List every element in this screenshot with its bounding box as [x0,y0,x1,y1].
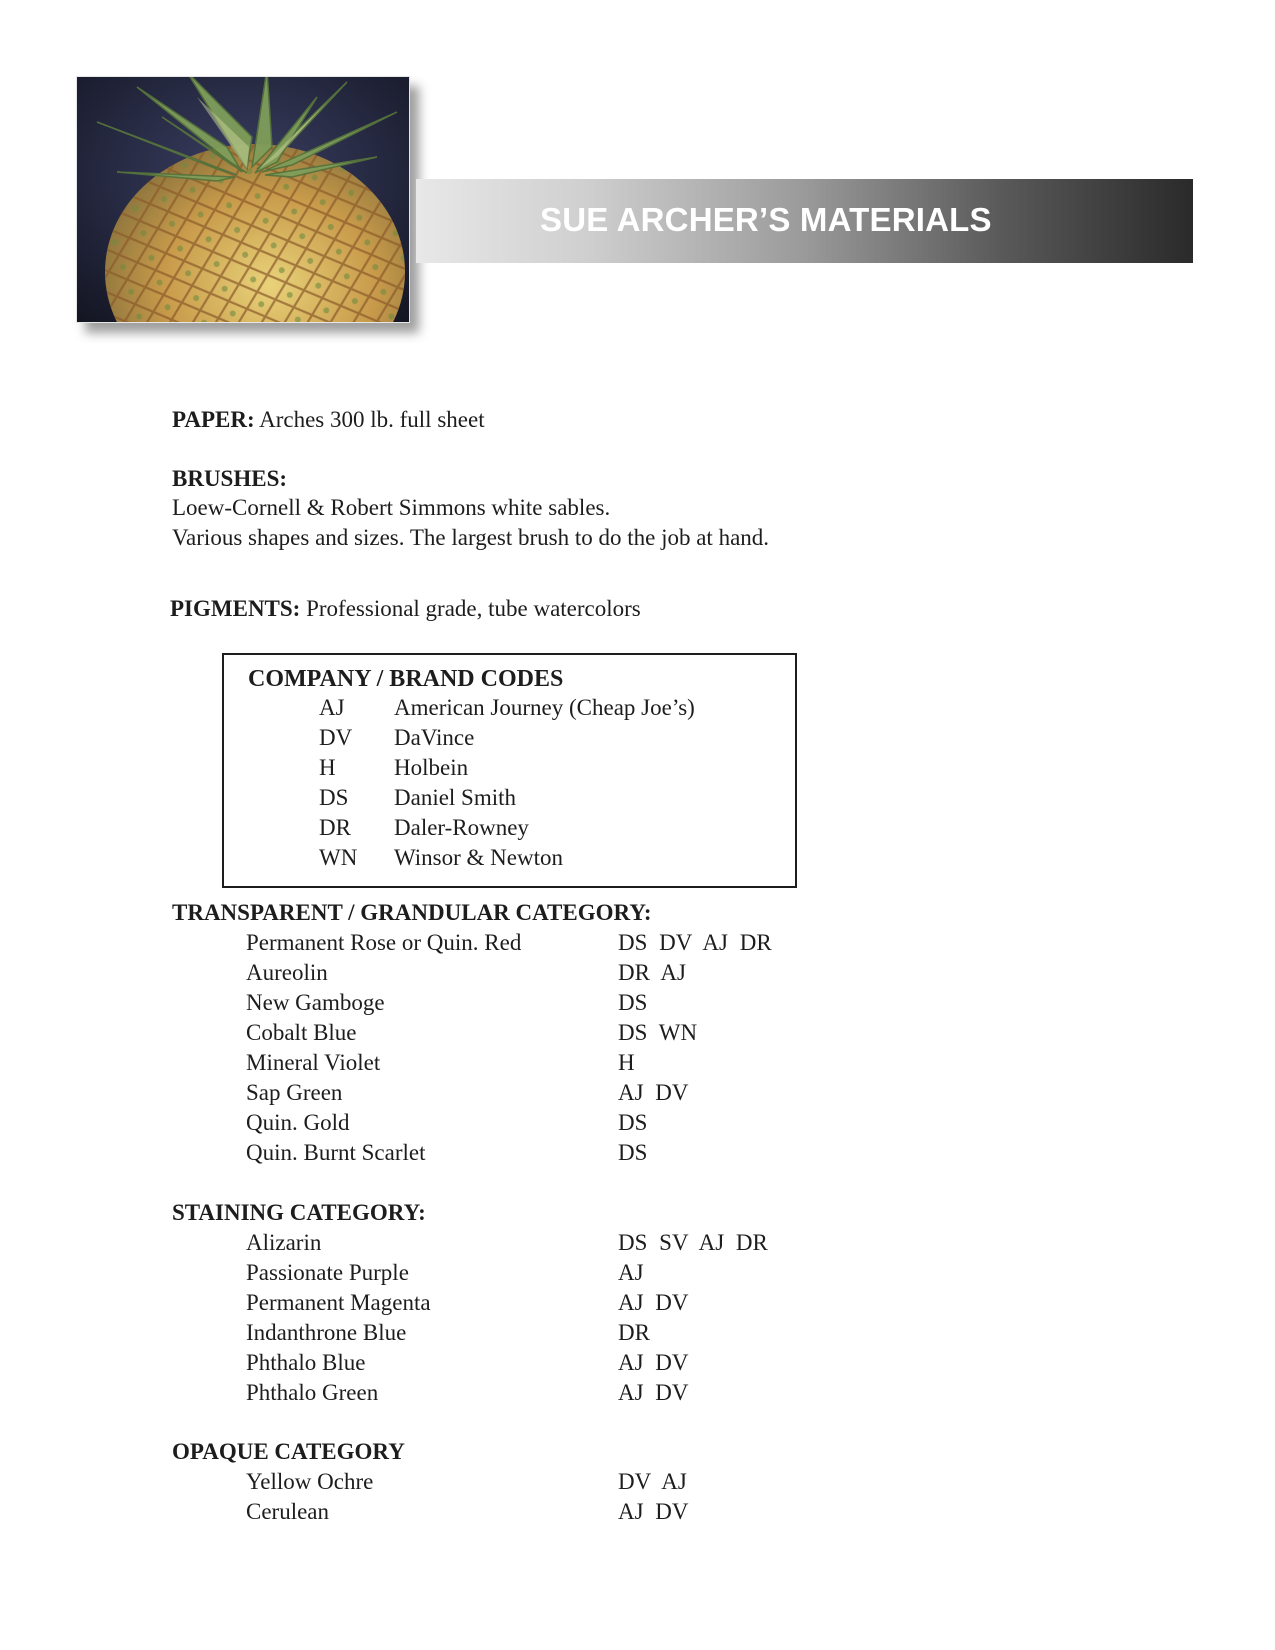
brand-code: H [319,755,336,780]
category-title-transparent: TRANSPARENT / GRANDULAR CATEGORY: [172,900,652,925]
paper-line [172,405,485,435]
pigment-codes: H [618,1050,635,1075]
brushes-line-1: Loew-Cornell & Robert Simmons white sables. [172,495,611,520]
pigment-codes: DV AJ [618,1469,687,1494]
pigment-name: Phthalo Blue [246,1350,366,1375]
brand-code: AJ [319,695,345,720]
pigment-codes: DS SV AJ DR [618,1230,768,1255]
brand-code: DR [319,815,351,840]
pigment-name: Phthalo Green [246,1380,379,1405]
brand-name: Winsor & Newton [394,845,563,870]
pigment-codes: DS [618,1140,648,1165]
pigment-name: Indanthrone Blue [246,1320,407,1345]
pigment-row [246,928,846,958]
pigment-name: Cobalt Blue [246,1020,357,1045]
pigment-row [246,1288,846,1318]
pigment-name: Quin. Burnt Scarlet [246,1140,426,1165]
pigment-codes: AJ DV [618,1380,689,1405]
pigment-codes: AJ DV [618,1350,689,1375]
pigment-row [246,1018,846,1048]
pigments-line [170,594,641,624]
pigment-row [246,988,846,1018]
title-banner [416,179,1193,263]
pigment-name: Permanent Magenta [246,1290,431,1315]
pigment-codes: DS [618,990,648,1015]
pigment-codes: DS WN [618,1020,698,1045]
category-title-staining: STAINING CATEGORY: [172,1200,426,1225]
brushes-line-2: Various shapes and sizes. The largest brush to do the job at hand. [172,525,770,550]
pigment-row [246,1258,846,1288]
brushes-label: BRUSHES: [172,466,288,491]
pigment-row [246,1228,846,1258]
brand-codes-title: COMPANY / BRAND CODES [248,666,564,692]
pigment-row [246,1348,846,1378]
pigment-name: Yellow Ochre [246,1469,374,1494]
pigment-row [246,958,846,988]
pigment-name: Aureolin [246,960,328,985]
pigment-name: New Gamboge [246,990,385,1015]
pigment-codes: DR AJ [618,960,686,985]
category-title-opaque: OPAQUE CATEGORY [172,1439,405,1464]
pigment-codes: AJ [618,1260,644,1285]
brand-name: Holbein [394,755,469,780]
page-title: SUE ARCHER’S MATERIALS [540,201,992,238]
pigment-row [246,1138,846,1168]
pigment-name: Permanent Rose or Quin. Red [246,930,522,955]
pigment-row [246,1078,846,1108]
brand-name: Daler-Rowney [394,815,529,840]
pigment-name: Alizarin [246,1230,322,1255]
pigment-row [246,1048,846,1078]
pigment-name: Mineral Violet [246,1050,381,1075]
pigment-row [246,1108,846,1138]
pigments-label: PIGMENTS: [170,596,301,621]
paper-label: PAPER: [172,407,255,432]
pigment-name: Quin. Gold [246,1110,350,1135]
pigment-row [246,1378,846,1408]
pigment-codes: DS DV AJ DR [618,930,772,955]
pigment-name: Cerulean [246,1499,330,1524]
brand-code: WN [319,845,358,870]
pigment-row [246,1318,846,1348]
brand-name: Daniel Smith [394,785,517,810]
pigment-name: Sap Green [246,1080,343,1105]
pineapple-painting-image [76,76,410,323]
pigment-codes: DS [618,1110,648,1135]
paper-text: Arches 300 lb. full sheet [259,407,485,432]
brand-name: DaVince [394,725,475,750]
brand-code: DS [319,785,349,810]
pigment-name: Passionate Purple [246,1260,409,1285]
pigment-codes: AJ DV [618,1080,689,1105]
pigment-codes: DR [618,1320,650,1345]
pigment-row [246,1497,846,1527]
pigment-codes: AJ DV [618,1499,689,1524]
brand-name: American Journey (Cheap Joe’s) [394,695,695,720]
pigment-codes: AJ DV [618,1290,689,1315]
pigments-text: Professional grade, tube watercolors [306,596,641,621]
pigment-row [246,1467,846,1497]
brand-code: DV [319,725,353,750]
brand-codes-box [222,653,797,888]
